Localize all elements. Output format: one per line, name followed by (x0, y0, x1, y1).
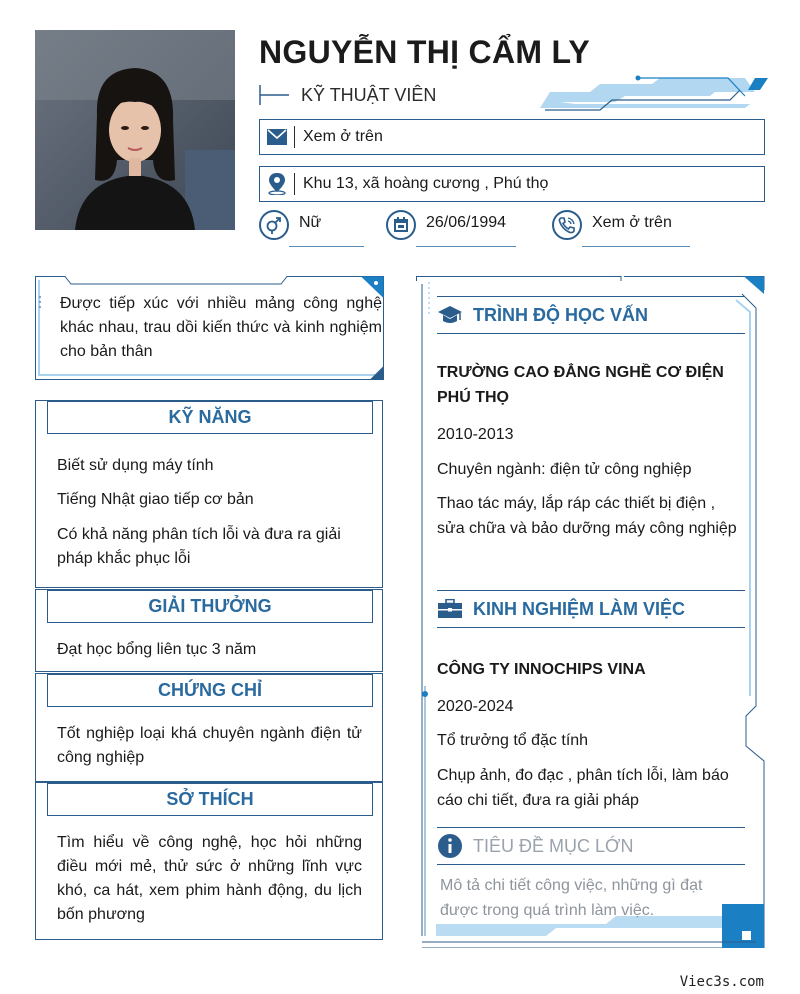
experience-position: Tổ trưởng tổ đặc tính (437, 732, 589, 749)
underline (416, 246, 516, 247)
placeholder-description: Mô tả chi tiết công việc, những gì đạt được trong quá trình làm việc. (440, 877, 703, 919)
gender-item (259, 208, 364, 252)
placeholder-title: TIÊU ĐỀ MỤC LỚN (473, 835, 634, 856)
title-line-decoration (259, 82, 291, 108)
skills-heading: KỸ NĂNG (47, 401, 373, 434)
experience-company: CÔNG TY INNOCHIPS VINA (437, 661, 646, 678)
summary-section (35, 276, 384, 380)
gender-value: Nữ (299, 214, 322, 231)
education-heading (437, 296, 745, 334)
profile-photo (35, 30, 235, 230)
experience-period: 2020-2024 (437, 698, 514, 715)
hobbies-section (35, 782, 383, 940)
footer-watermark: Viec3s.com (679, 974, 764, 990)
divider (294, 173, 295, 195)
address-field (259, 166, 765, 202)
skill-item: Tiếng Nhật giao tiếp cơ bản (57, 491, 254, 508)
underline (289, 246, 364, 247)
address-value: Khu 13, xã hoàng cương , Phú thọ (303, 175, 549, 192)
map-pin-icon (260, 167, 294, 201)
experience-description: Chụp ảnh, đo đạc , phân tích lỗi, làm báo cáo chi tiết, đưa ra giải pháp (437, 767, 729, 809)
info-icon (437, 833, 469, 859)
birthday-value: 26/06/1994 (426, 214, 507, 231)
envelope-icon (260, 120, 294, 154)
skill-item: Biết sử dụng máy tính (57, 457, 214, 474)
graduation-cap-icon (437, 305, 469, 325)
education-major: Chuyên ngành: điện tử công nghiệp (437, 461, 692, 478)
job-title: KỸ THUẬT VIÊN (301, 84, 437, 105)
skills-section (35, 400, 383, 588)
header-decoration (540, 74, 770, 114)
email-value: Xem ở trên (303, 128, 383, 145)
calendar-icon (386, 210, 416, 240)
skill-item: Có khả năng phân tích lỗi và đưa ra giải pháp khắc phục lỗi (57, 526, 341, 567)
divider (294, 126, 295, 148)
job-title-row (259, 82, 436, 108)
candidate-name: NGUYỄN THỊ CẨM LY (259, 34, 591, 70)
underline (582, 246, 690, 247)
gender-icon (259, 210, 289, 240)
certificates-heading: CHỨNG CHỈ (47, 674, 373, 707)
hobbies-text: Tìm hiểu về công nghệ, học hỏi những điều mới mẻ, thử sức ở những lĩnh vực khó, ca hát, xem phim hành động, du lịch bốn phương (57, 834, 362, 923)
experience-heading (437, 590, 745, 628)
summary-text: Được tiếp xúc với nhiều mảng công nghệ khác nhau, trau dồi kiến thức và kinh nghiệm cho bản thân (60, 295, 382, 360)
birthday-item (386, 208, 516, 252)
briefcase-icon (437, 599, 469, 619)
certificate-item: Tốt nghiệp loại khá chuyên ngành điện tử công nghiệp (57, 725, 362, 766)
awards-heading: GIẢI THƯỞNG (47, 590, 373, 623)
education-title: TRÌNH ĐỘ HỌC VẤN (473, 304, 648, 325)
certificates-section (35, 673, 383, 782)
experience-title: KINH NGHIỆM LÀM VIỆC (473, 598, 686, 619)
awards-section (35, 589, 383, 672)
award-item: Đạt học bổng liên tục 3 năm (57, 641, 257, 658)
email-field (259, 119, 765, 155)
education-school: TRƯỜNG CAO ĐẲNG NGHỀ CƠ ĐIỆN PHÚ THỌ (437, 364, 724, 406)
education-period: 2010-2013 (437, 426, 514, 443)
phone-item (552, 208, 690, 252)
phone-value: Xem ở trên (592, 214, 672, 231)
hobbies-heading: SỞ THÍCH (47, 783, 373, 816)
phone-icon (552, 210, 582, 240)
education-description: Thao tác máy, lắp ráp các thiết bị điện , sửa chữa và bảo dưỡng máy công nghiệp (437, 495, 737, 537)
placeholder-heading (437, 827, 745, 865)
